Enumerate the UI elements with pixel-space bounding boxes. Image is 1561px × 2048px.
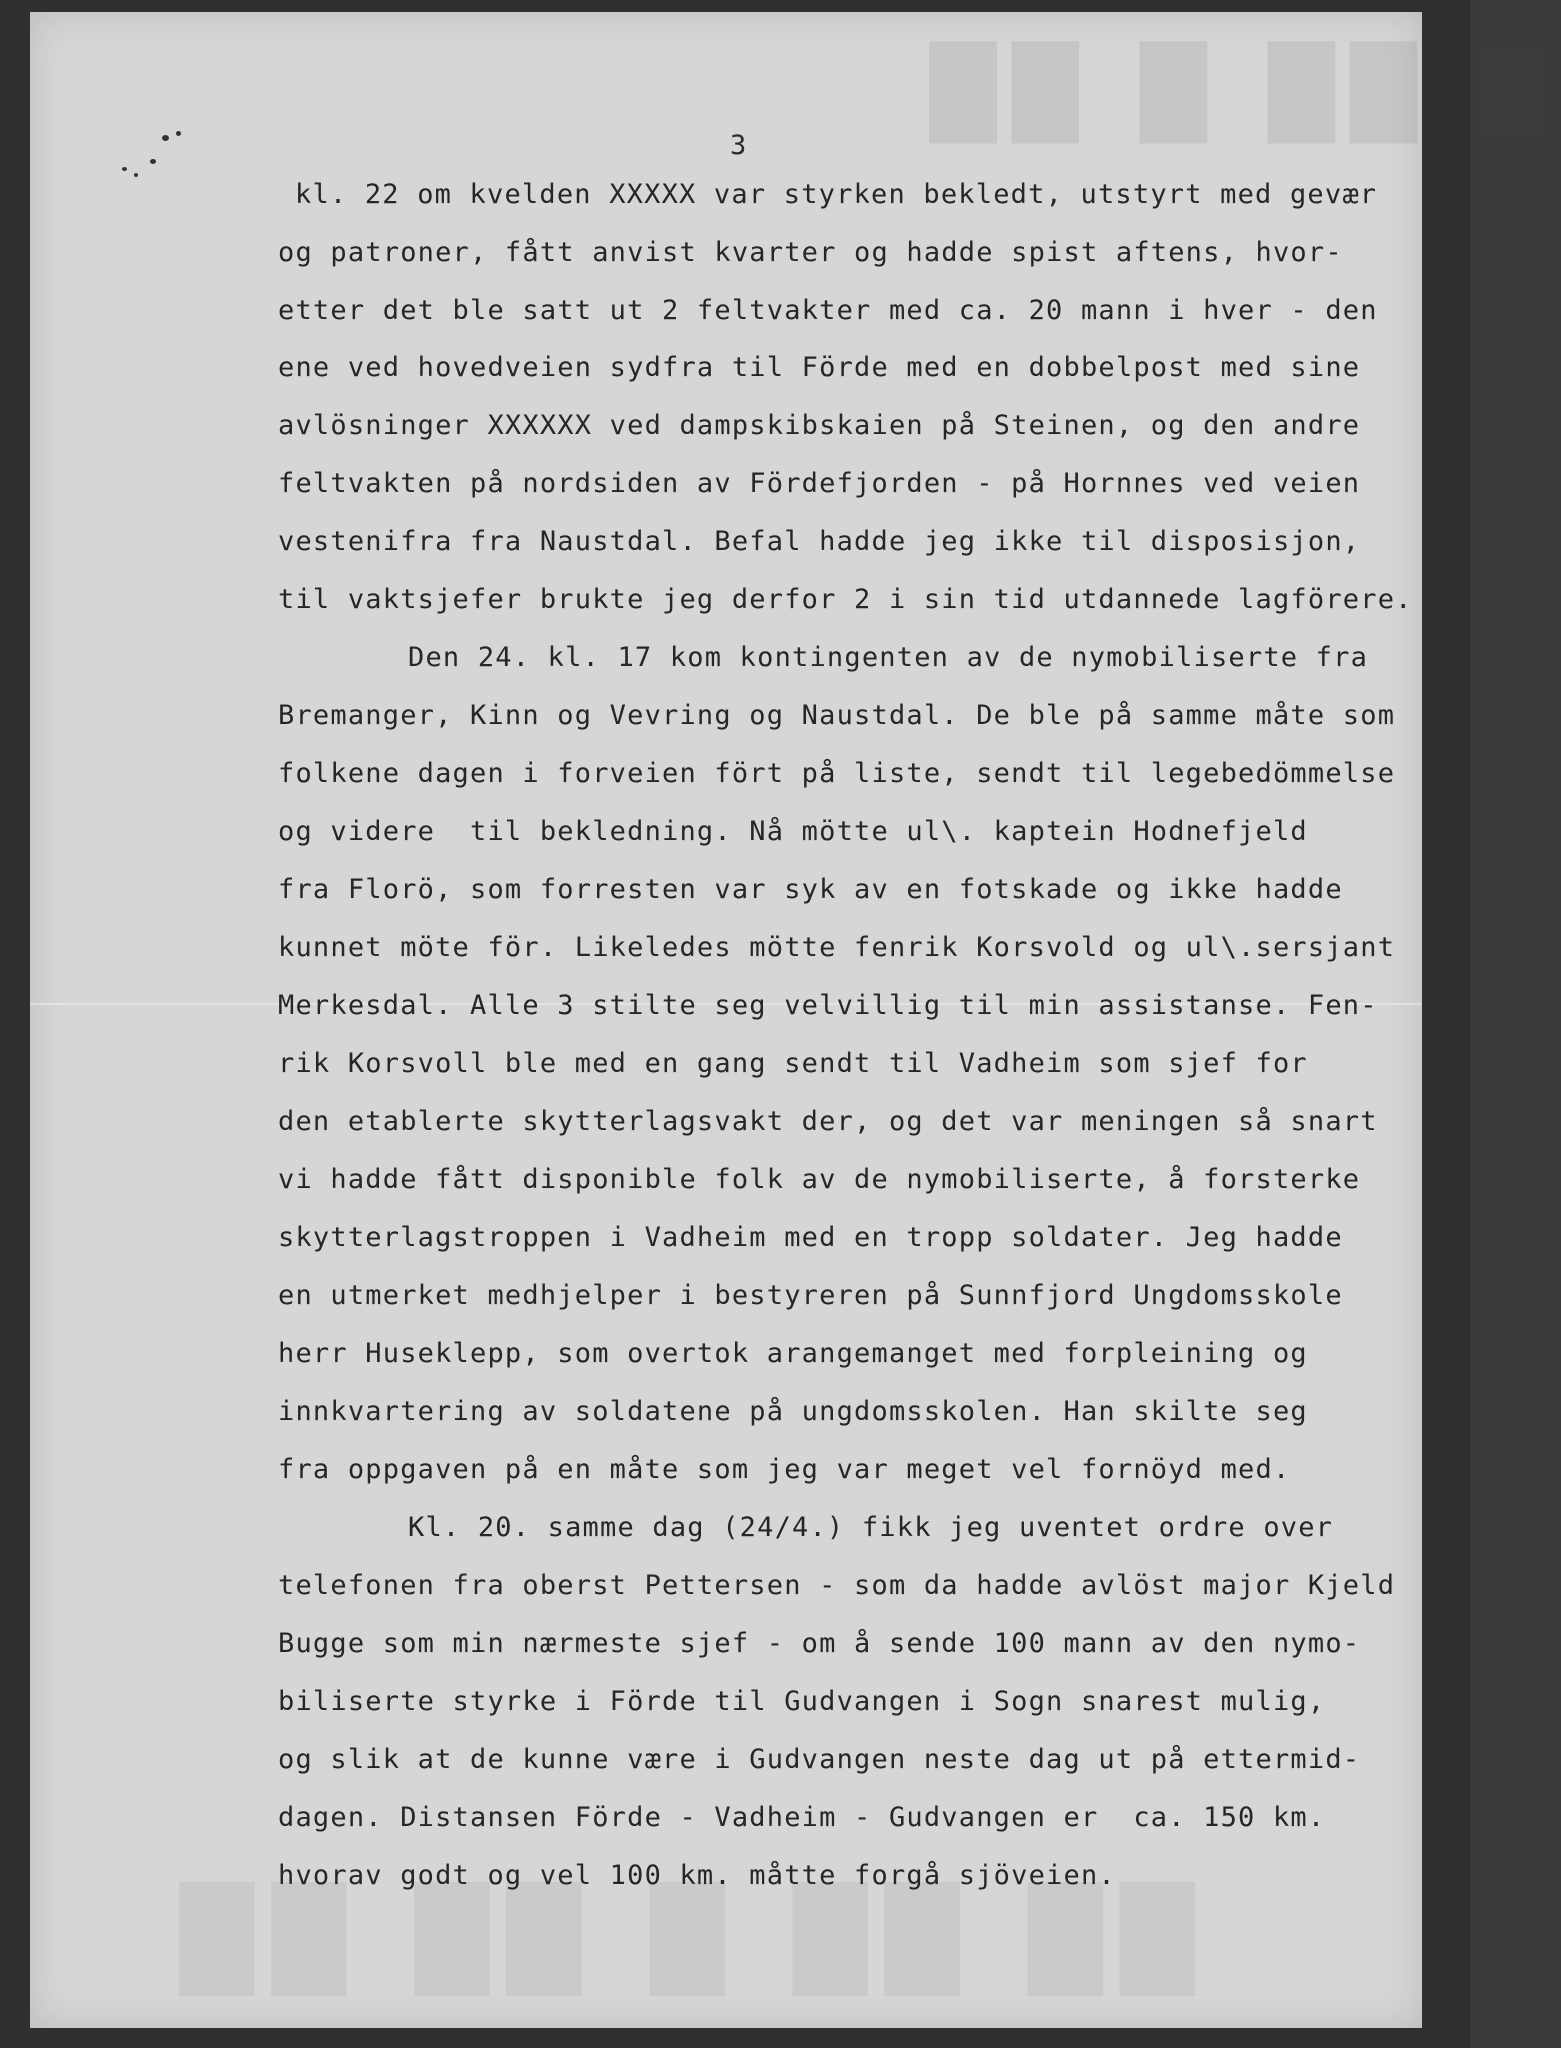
text-line: Bremanger, Kinn og Vevring og Naustdal. De ble på samme måte som bbox=[278, 700, 1396, 731]
text-line: Merkesdal. Alle 3 stilte seg velvillig til min assistanse. Fen- bbox=[278, 990, 1378, 1021]
reverse-side-bleed-bottom: ██ ██ █ ██ ██ bbox=[180, 1882, 1213, 1995]
text-line: og patroner, fått anvist kvarter og hadde spist aftens, hvor- bbox=[278, 237, 1343, 268]
text-line: biliserte styrke i Förde til Gudvangen i Sogn snarest mulig, bbox=[278, 1686, 1326, 1717]
text-line: Den 24. kl. 17 kom kontingenten av de nymobiliserte fra bbox=[408, 642, 1369, 673]
text-line: kunnet möte för. Likeledes mötte fenrik Korsvold og ul\.sersjant bbox=[278, 932, 1396, 963]
text-line: folkene dagen i forveien fört på liste, sendt til legebedömmelse bbox=[278, 758, 1396, 789]
text-line: en utmerket medhjelper i bestyreren på Sunnfjord Ungdomsskole bbox=[278, 1280, 1343, 1311]
text-line: etter det ble satt ut 2 feltvakter med ca. 20 mann i hver - den bbox=[278, 295, 1378, 326]
text-line: hvorav godt og vel 100 km. måtte forgå sjöveien. bbox=[278, 1860, 1116, 1891]
text-line: kl. 22 om kvelden XXXXX var styrken bekledt, utstyrt med gevær bbox=[295, 179, 1378, 210]
text-line: innkvartering av soldatene på ungdomsskolen. Han skilte seg bbox=[278, 1396, 1308, 1427]
text-line: telefonen fra oberst Pettersen - som da hadde avlöst major Kjeld bbox=[278, 1570, 1396, 1601]
text-line: fra oppgaven på en måte som jeg var meget vel fornöyd med. bbox=[278, 1454, 1291, 1485]
text-line: rik Korsvoll ble med en gang sendt til Vadheim som sjef for bbox=[278, 1048, 1308, 1079]
text-line: skytterlagstroppen i Vadheim med en tropp soldater. Jeg hadde bbox=[278, 1222, 1343, 1253]
text-line: herr Huseklepp, som overtok arangemanget med forpleining og bbox=[278, 1338, 1308, 1369]
document-page bbox=[30, 12, 1561, 2028]
reverse-side-bleed-top: ██ █ ██ █ bbox=[930, 42, 1561, 143]
typewritten-body bbox=[30, 12, 1561, 2028]
text-line: fra Florö, som forresten var syk av en fotskade og ikke hadde bbox=[278, 874, 1343, 905]
text-line: Bugge som min nærmeste sjef - om å sende 100 mann av den nymo- bbox=[278, 1628, 1361, 1659]
text-line: og slik at de kunne være i Gudvangen neste dag ut på ettermid- bbox=[278, 1744, 1361, 1775]
page-number: 3 bbox=[730, 130, 747, 161]
text-line: vi hadde fått disponible folk av de nymobiliserte, å forsterke bbox=[278, 1164, 1361, 1195]
text-line: og videre til bekledning. Nå mötte ul\. kaptein Hodnefjeld bbox=[278, 816, 1308, 847]
text-line: vestenifra fra Naustdal. Befal hadde jeg ikke til disposisjon, bbox=[278, 526, 1361, 557]
text-line: avlösninger XXXXXX ved dampskibskaien på Steinen, og den andre bbox=[278, 410, 1361, 441]
text-line: feltvakten på nordsiden av Fördefjorden - på Hornnes ved veien bbox=[278, 468, 1361, 499]
text-line: dagen. Distansen Förde - Vadheim - Gudvangen er ca. 150 km. bbox=[278, 1802, 1326, 1833]
text-line: til vaktsjefer brukte jeg derfor 2 i sin tid utdannede lagförere. bbox=[278, 584, 1413, 615]
text-line: den etablerte skytterlagsvakt der, og det var meningen så snart bbox=[278, 1106, 1378, 1137]
text-line: Kl. 20. samme dag (24/4.) fikk jeg uventet ordre over bbox=[408, 1512, 1334, 1543]
text-line: ene ved hovedveien sydfra til Förde med en dobbelpost med sine bbox=[278, 352, 1361, 383]
